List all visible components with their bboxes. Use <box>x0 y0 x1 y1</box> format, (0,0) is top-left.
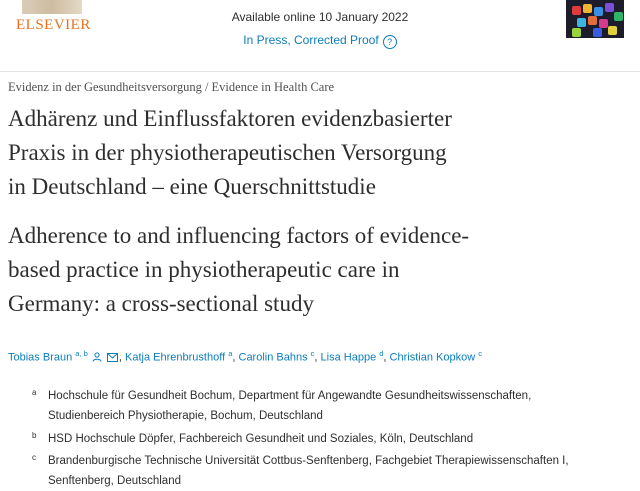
author-affiliation-ref[interactable]: d <box>379 349 383 358</box>
journal-cover-thumbnail[interactable] <box>566 0 624 38</box>
author-affiliation-ref[interactable]: a, b <box>75 349 88 358</box>
affiliation-label: c <box>32 448 36 468</box>
title-en-line: Adherence to and influencing factors of evidence- <box>8 219 630 253</box>
publication-status-label[interactable]: In Press, Corrected Proof <box>243 33 378 47</box>
author-list: Tobias Braun $^{a, b}$ , Katja Ehrenbrusthoff $^a$, Carolin Bahns $^c$, Lisa Happe $^d$, Christian Kopkow $^c$ <box>8 349 482 364</box>
article-title-german <box>8 102 628 204</box>
author-affiliation-ref[interactable]: c <box>478 349 482 358</box>
publication-status[interactable] <box>0 33 640 49</box>
header-divider <box>0 71 640 72</box>
affiliation-line: Senftenberg, Deutschland <box>48 472 618 491</box>
affiliation-line: Hochschule für Gesundheit Bochum, Department für Angewandte Gesundheitswissenschaften, <box>48 387 618 407</box>
help-circle-icon[interactable]: ? <box>383 35 397 49</box>
title-de-line: Adhärenz und Einflussfaktoren evidenzbasierter <box>8 102 628 136</box>
title-de-line: in Deutschland – eine Querschnittstudie <box>8 170 628 204</box>
affiliation-label: b <box>32 426 36 446</box>
affiliation-line: Studienbereich Physiotherapie, Bochum, Deutschland <box>48 407 618 427</box>
author-link[interactable]: Tobias Braun <box>8 352 72 364</box>
article-title-english <box>8 219 630 321</box>
title-en-line: based practice in physiotherapeutic care in <box>8 253 630 287</box>
affiliation-text <box>48 430 618 450</box>
affiliation-text <box>48 387 618 426</box>
title-de-line: Praxis in der physiotherapeutischen Versorgung <box>8 136 628 170</box>
affiliation-line: HSD Hochschule Döpfer, Fachbereich Gesundheit und Soziales, Köln, Deutschland <box>48 430 618 450</box>
affiliation-text <box>48 452 618 491</box>
affiliation-line: Brandenburgische Technische Universität Cottbus-Senftenberg, Fachgebiet Therapiewissenschaften I, <box>48 452 618 472</box>
author-link[interactable]: Katja Ehrenbrusthoff <box>125 352 225 364</box>
author-link[interactable]: Christian Kopkow <box>390 352 476 364</box>
publisher-name: ELSEVIER <box>16 17 91 34</box>
available-online-date: Available online 10 January 2022 <box>0 10 640 24</box>
author-affiliation-ref[interactable]: a <box>228 349 232 358</box>
affiliation-label: a <box>32 383 36 403</box>
author-affiliation-ref[interactable]: c <box>311 349 315 358</box>
email-icon[interactable] <box>107 353 118 362</box>
article-section: Evidenz in der Gesundheitsversorgung / Evidence in Health Care <box>8 80 334 95</box>
article-header <box>0 0 640 72</box>
person-icon[interactable] <box>92 352 102 362</box>
author-link[interactable]: Lisa Happe <box>321 352 377 364</box>
author-link[interactable]: Carolin Bahns <box>239 352 308 364</box>
title-en-line: Germany: a cross-sectional study <box>8 287 630 321</box>
